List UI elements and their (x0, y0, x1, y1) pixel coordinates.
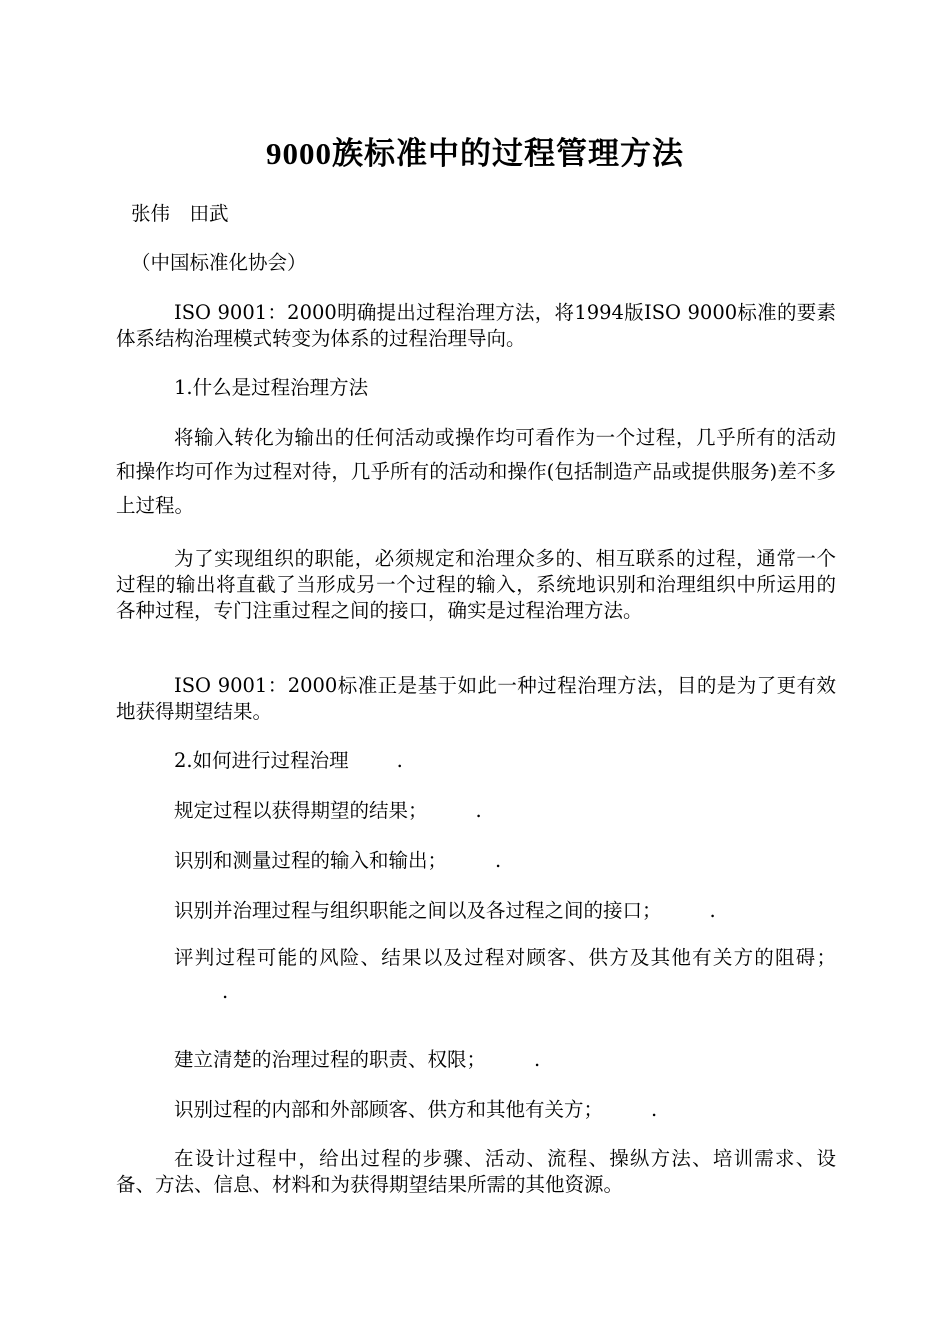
list-item (116, 941, 836, 1009)
section-heading-2-text: 2.如何进行过程治理 (174, 749, 349, 772)
paragraph-standard-basis: ISO 9001：2000标准正是基于如此一种过程治理方法，目的是为了更有效地获得期望结果。 (116, 674, 836, 723)
section-heading-2 (174, 748, 403, 774)
list-item (174, 898, 716, 924)
list-item-text: 识别和测量过程的输入和输出； (174, 849, 448, 872)
paragraph-process-approach: 为了实现组织的职能，必须规定和治理众多的、相互联系的过程，通常一个过程的输出将直截了当形成另一个过程的输入，系统地识别和治理组织中所运用的各种过程，专门注重过程之间的接口，确实是过程治理方法。 (116, 547, 836, 622)
section-heading-1: 1.什么是过程治理方法 (174, 376, 369, 399)
trailing-dot: . (534, 1048, 541, 1071)
list-item-text: 规定过程以获得期望的结果； (174, 799, 428, 822)
authors: 张伟 田武 (131, 202, 229, 225)
list-item-text: 识别过程的内部和外部顾客、供方和其他有关方； (174, 1098, 604, 1121)
trailing-dot: . (651, 1098, 658, 1121)
list-item-text: 识别并治理过程与组织职能之间以及各过程之间的接口； (174, 899, 662, 922)
paragraph-process-design: 在设计过程中，给出过程的步骤、活动、流程、操纵方法、培训需求、设备、方法、信息、材料和为获得期望结果所需的其他资源。 (116, 1147, 836, 1196)
paragraph-process-definition: 将输入转化为输出的任何活动或操作均可看作为一个过程，几乎所有的活动和操作均可作为过程对待，几乎所有的活动和操作(包括制造产品或提供服务)差不多上过程。 (116, 426, 836, 517)
list-item-text: 建立清楚的治理过程的职责、权限； (174, 1048, 487, 1071)
paragraph-intro: ISO 9001：2000明确提出过程治理方法，将1994版ISO 9000标准的要素体系结构治理模式转变为体系的过程治理导向。 (116, 301, 836, 350)
trailing-dot: . (396, 749, 403, 772)
trailing-dot: . (495, 849, 502, 872)
list-item (174, 1097, 657, 1123)
document-title: 9000族标准中的过程管理方法 (266, 136, 684, 171)
trailing-dot: . (709, 899, 716, 922)
affiliation: （中国标准化协会） (131, 251, 307, 274)
list-item (174, 848, 501, 874)
list-item-text: 评判过程可能的风险、结果以及过程对顾客、供方及其他有关方的阻碍； (174, 946, 836, 969)
list-item (174, 798, 482, 824)
list-item (174, 1047, 540, 1073)
trailing-dot: . (475, 799, 482, 822)
trailing-dot: . (222, 980, 229, 1003)
